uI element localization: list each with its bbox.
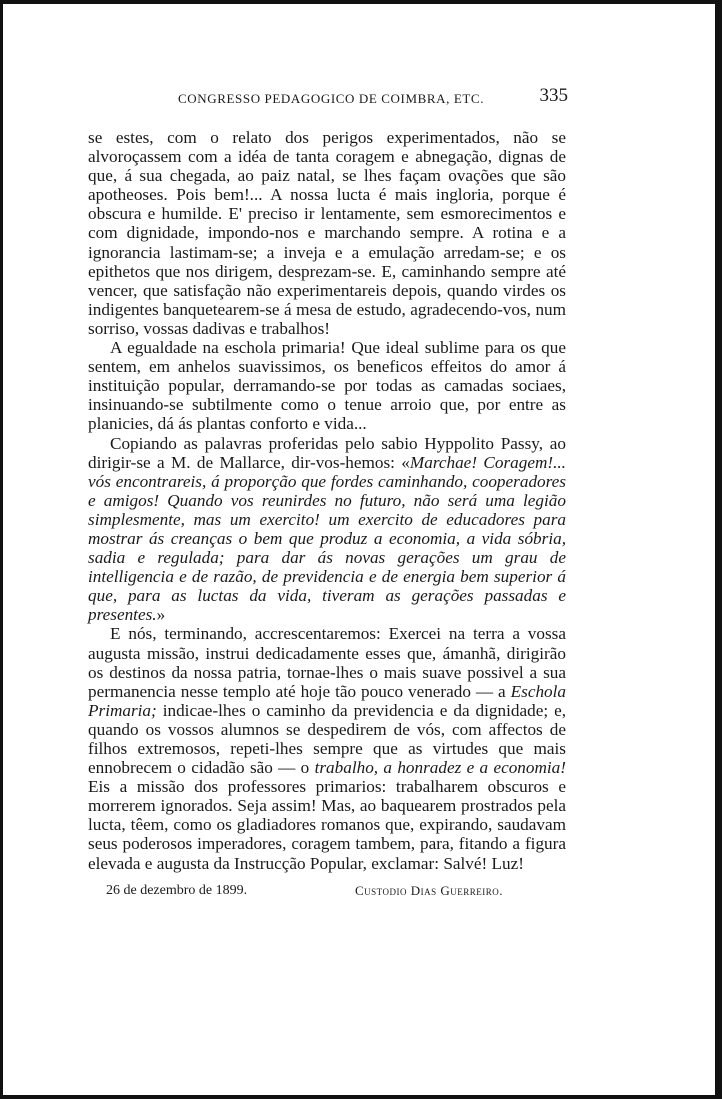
signature-line	[88, 879, 566, 901]
running-header	[88, 85, 568, 114]
paragraph-4-part-2: indicae-lhes o caminho da previdencia e da dignidade; e, quando os vossos alumnos se despedirem de vós, com affectos de filhos extremosos, repeti-lhes sempre que as virtudes que mais ennobrecem o cidadão são — o	[88, 700, 566, 778]
paragraph-3	[88, 434, 566, 625]
virtues-emphasis: trabalho, a honradez e a economia!	[314, 758, 566, 778]
paragraph-2-text: A egualdade na eschola primaria! Que ideal sublime para os que sentem, em anhelos suavissimos, os beneficos effeitos do amor á instituição popular, derramando-se por todas as camadas sociaes, insinuando-se subtilmente como o tenue arroio que, por entre as planicies, dá ás plantas conforto e vida...	[88, 338, 566, 434]
paragraph-4	[88, 624, 566, 872]
body-text	[88, 128, 566, 873]
eschola-primaria-emphasis: Eschola Primaria;	[88, 681, 566, 720]
book-page	[88, 85, 568, 901]
letter-date: 26 de dezembro de 1899.	[106, 882, 248, 898]
running-head-title: CONGRESSO PEDAGOGICO DE COIMBRA, ETC.	[178, 91, 485, 106]
paragraph-2	[88, 338, 566, 433]
quotation-close: »	[156, 605, 166, 625]
paragraph-1-text: se estes, com o relato dos perigos experimentados, não se alvoroçassem com a idéa de tanta coragem e abnegação, dignas de que, á sua chegada, ao paiz natal, se lhes façam ovações que são apotheoses. Pois bem!... A nossa lucta é mais ingloria, porque é obscura e humilde. E' preciso ir lentamente, sem esmorecimentos e com dignidade, impondo-nos e marchando sempre. A rotina e a ignorancia lastimam-se; a inveja e a emulação arredam-se; e os epithetos que nos dirigem, desprezam-se. E, caminhando sempre até vencer, que satisfação não experimentareis depois, quando virdes os indigentes banquetearem-se á mesa de estudo, agradecendo-vos, num sorriso, vossas dadivas e trabalhos!	[88, 128, 566, 338]
paragraph-1	[88, 128, 566, 338]
paragraph-3-intro: Copiando as palavras proferidas pelo sabio Hyppolito Passy, ao dirigir-se a M. de Mallarce, dir-vos-hemos: «	[88, 433, 566, 472]
passy-quotation: Marchae! Coragem!... vós encontrareis, á proporção que fordes caminhando, cooperadores e amigos! Quando vos reunirdes no futuro, não será uma legião simplesmente, mas um exercito! um exercito de educadores para mostrar ás creanças o bem que produz a economia, a vida sóbria, sadia e regulada; para dar ás novas gerações um grau de intelligencia e de razão, de previdencia e de energia bem superior á que, para as luctas da vida, tiveram as gerações passadas e presentes.	[88, 452, 566, 625]
page-number: 335	[539, 85, 568, 106]
author-signature: Custodio Dias Guerreiro.	[355, 882, 504, 898]
paragraph-4-part-1: E nós, terminando, accrescentaremos: Exercei na terra a vossa augusta missão, instrui dedicadamente esses que, ámanhã, dirigirão os destinos da nossa patria, tornae-lhes o mais suave possivel a sua permanencia nesse templo até hoje tão pouco venerado — a	[88, 624, 566, 701]
paragraph-4-part-3: Eis a missão dos professores primarios: trabalharem obscuros e morrerem ignorados. Seja assim! Mas, ao baquearem prostrados pela lucta, têem, como os gladiadores romanos que, expirando, saudavam seus poderosos imperadores, coragem tambem, para, fitando a figura elevada e augusta da Instrucção Popular, exclamar: Salvé! Luz!	[88, 777, 566, 873]
